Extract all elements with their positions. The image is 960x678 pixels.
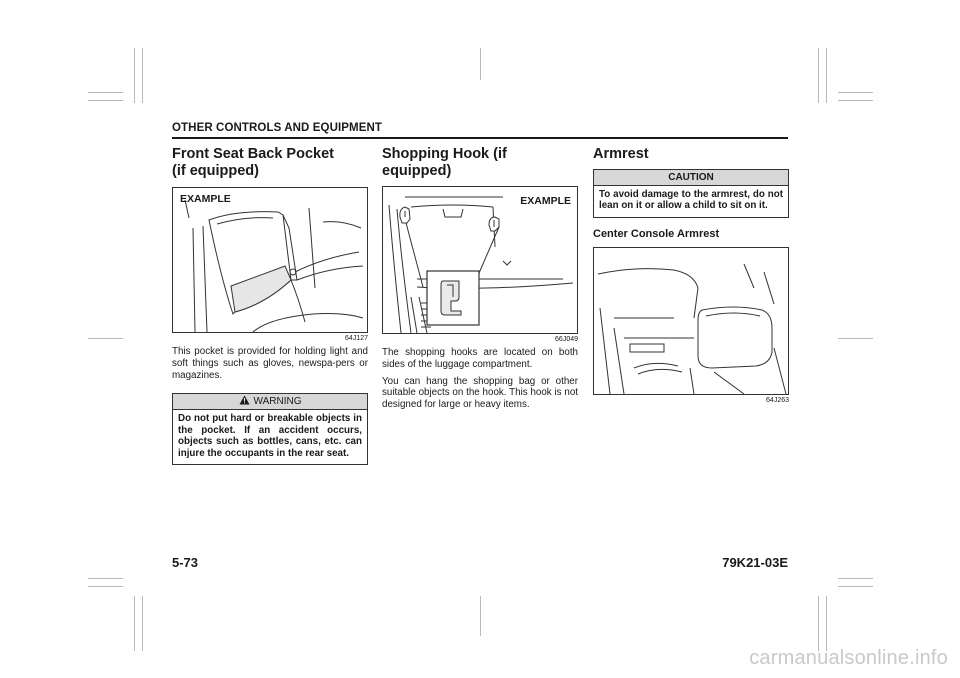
crop-mark [88,338,123,339]
column-armrest [593,146,789,408]
luggage-hook-illustration [383,187,577,333]
seat-back-pocket-figure [172,187,368,333]
crop-mark [142,48,143,103]
heading-armrest: Armrest [593,146,649,162]
figure-label: EXAMPLE [520,195,571,207]
caution-text: To avoid damage to the armrest, do not lean on it or allow a child to sit on it. [599,189,783,212]
crop-mark [480,596,481,636]
header-rule [172,137,788,139]
figure-code: 66J049 [555,336,578,343]
watermark: carmanualsonline.info [749,647,948,669]
body-text: This pocket is provided for holding light and soft things such as gloves, newspa-pers or magazines. [172,346,368,381]
crop-mark [88,578,123,579]
crop-mark [826,596,827,651]
crop-mark [838,92,873,93]
crop-mark [88,100,123,101]
crop-mark [838,586,873,587]
crop-mark [826,48,827,103]
seat-pocket-illustration [173,188,367,332]
figure-label: EXAMPLE [180,193,231,205]
heading-line2: (if equipped) [172,163,259,179]
console-armrest-illustration [594,248,788,394]
shopping-hook-figure [382,186,578,334]
column-seat-back-pocket [172,146,368,465]
caution-box [593,169,789,218]
warning-icon [239,395,250,405]
body-text-usage: You can hang the shopping bag or other suitable objects on the hook. This hook is not designed for large or heavy items. [382,375,578,411]
crop-mark [480,48,481,80]
armrest-figure [593,247,789,395]
crop-mark [818,596,819,651]
heading-seat-back-pocket [172,146,368,180]
section-title: OTHER CONTROLS AND EQUIPMENT [172,122,383,134]
document-code: 79K21-03E [722,555,788,570]
heading-line1: Front Seat Back Pocket [172,146,334,162]
crop-mark [818,48,819,103]
page-number: 5-73 [172,555,199,570]
column-shopping-hook [382,146,578,416]
crop-mark [134,48,135,103]
figure-code: 64J127 [345,335,368,342]
warning-header [173,394,367,410]
warning-box [172,393,368,465]
crop-mark [838,578,873,579]
crop-mark [838,338,873,339]
crop-mark [88,92,123,93]
crop-mark [88,586,123,587]
crop-mark [134,596,135,651]
subheading-center-console: Center Console Armrest [593,227,720,240]
figure-code: 64J263 [766,396,789,404]
crop-mark [838,100,873,101]
body-text-location: The shopping hooks are located on both sides of the luggage compartment. [382,347,578,370]
warning-title: WARNING [253,396,302,408]
caution-header: CAUTION [594,170,788,186]
heading-shopping-hook: Shopping Hook (if equipped) [382,146,507,179]
warning-text: Do not put hard or breakable objects in the pocket. If an accident occurs, objects such as bottles, cans, etc. can injure the occupants in the rear seat. [178,413,362,459]
crop-mark [142,596,143,651]
